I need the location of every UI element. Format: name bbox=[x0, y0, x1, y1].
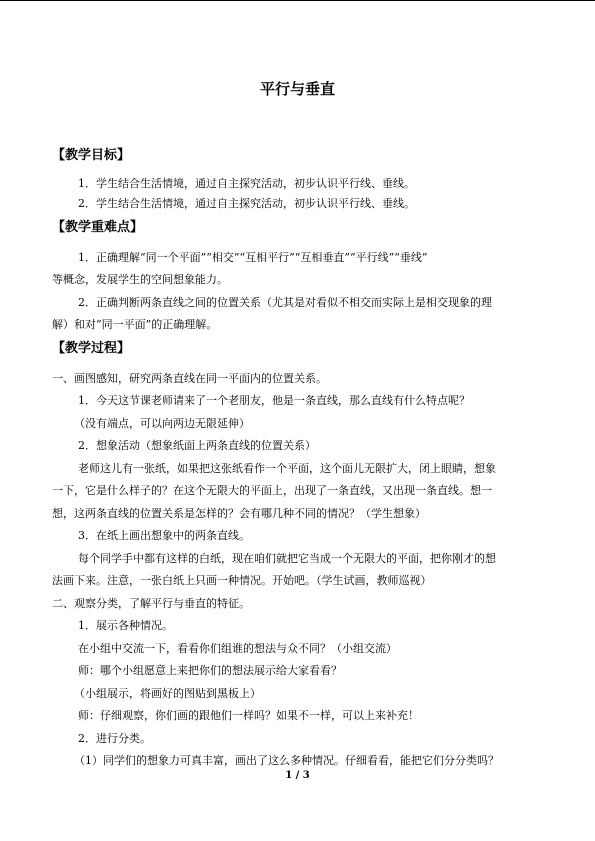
page-number: 1 / 3 bbox=[285, 770, 310, 781]
process-line: 一、画图感知，研究两条直线在同一平面内的位置关系。 bbox=[52, 372, 327, 385]
process-line: （小组展示，将画好的图贴到黑板上） bbox=[74, 687, 261, 700]
keypoint-line: 等概念，发展学生的空间想象能力。 bbox=[52, 273, 228, 286]
section-heading-process: 【教学过程】 bbox=[52, 341, 131, 356]
goal-item: 2．学生结合生活情境，通过自主探究活动，初步认识平行线、垂线。 bbox=[78, 197, 415, 210]
process-line: 1．今天这节课老师请来了一个老朋友，他是一条直线，那么直线有什么特点呢？ bbox=[78, 394, 470, 407]
process-line: （没有端点，可以向两边无限延伸） bbox=[74, 417, 250, 430]
process-line: 一下，它是什么样子的？在这个无限大的平面上，出现了一条直线，又出现一条直线。想一 bbox=[52, 484, 492, 497]
process-line: 3．在纸上画出想象中的两条直线。 bbox=[78, 529, 250, 542]
process-line: 每个同学手中都有这样的白纸，现在咱们就把它当成一个无限大的平面，把你刚才的想 bbox=[78, 552, 496, 565]
keypoint-line: 解）和对“同一平面”的正确理解。 bbox=[52, 318, 218, 331]
process-line: 2．进行分类。 bbox=[78, 732, 151, 745]
process-line: 2．想象活动（想象纸面上两条直线的位置关系） bbox=[78, 439, 316, 452]
keypoint-line: 2．正确判断两条直线之间的位置关系（尤其是对看似不相交而实际上是相交现象的理 bbox=[78, 296, 492, 309]
process-line: 二、观察分类，了解平行与垂直的特征。 bbox=[52, 597, 250, 610]
process-line: 老师这儿有一张纸，如果把这张纸看作一个平面，这个面儿无限扩大，闭上眼睛，想象 bbox=[78, 462, 496, 475]
process-line: 师：仔细观察，你们画的跟他们一样吗？如果不一样，可以上来补充！ bbox=[78, 709, 419, 722]
process-line: （1）同学们的想象力可真丰富，画出了这么多种情况。仔细看看，能把它们分分类吗？ bbox=[74, 754, 499, 767]
process-line: 1．展示各种情况。 bbox=[78, 619, 173, 632]
goal-item: 1．学生结合生活情境，通过自主探究活动，初步认识平行线、垂线。 bbox=[78, 177, 415, 190]
process-line: 师：哪个小组愿意上来把你们的想法展示给大家看看？ bbox=[78, 664, 342, 677]
process-line: 法画下来。注意，一张白纸上只画一种情况。开始吧。（学生试画，教师巡视） bbox=[52, 574, 432, 587]
section-heading-keypoints: 【教学重难点】 bbox=[52, 220, 144, 235]
process-line: 想，这两条直线的位置关系是怎样的？会有哪几种不同的情况？（学生想象） bbox=[52, 507, 426, 520]
page-top-rule bbox=[0, 0, 595, 1]
keypoint-line: 1．正确理解“同一个平面”“相交”“互相平行”“互相垂直”“平行线”“垂线” bbox=[78, 251, 428, 264]
section-heading-goals: 【教学目标】 bbox=[52, 148, 131, 163]
document-title: 平行与垂直 bbox=[259, 80, 335, 98]
process-line: 在小组中交流一下，看看你们组谁的想法与众不同？（小组交流） bbox=[78, 642, 397, 655]
